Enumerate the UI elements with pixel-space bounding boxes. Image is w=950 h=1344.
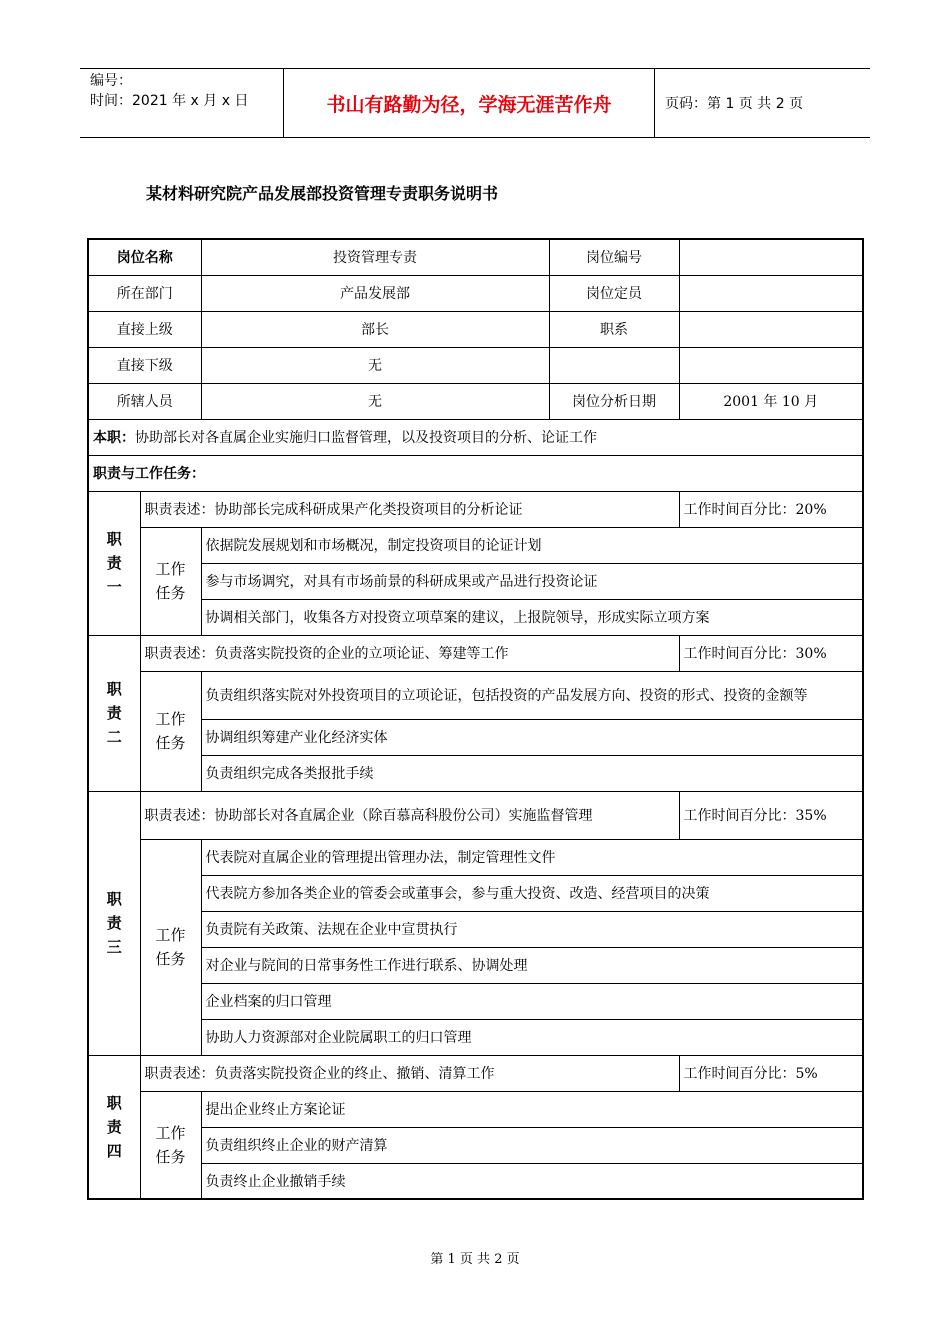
time-label: 时间：2021 年 x 月 x 日: [90, 93, 249, 109]
task-item: 代表院方参加各类企业的管委会或董事会，参与重大投资、改造、经营项目的决策: [201, 875, 863, 911]
duty-statement: 职责表述：协助部长完成科研成果产化类投资项目的分析论证: [140, 491, 679, 527]
superior: 部长: [201, 311, 549, 347]
task-item: 协助人力资源部对企业院属职工的归口管理: [201, 1019, 863, 1055]
duty-statement-row: [88, 791, 863, 839]
task-row: [88, 719, 863, 755]
task-item: 负责组织完成各类报批手续: [201, 755, 863, 791]
task-label: 工作 任务: [140, 671, 201, 791]
series: [679, 311, 863, 347]
task-row: [88, 1163, 863, 1199]
subordinate-label: 直接下级: [88, 347, 201, 383]
task-row: [88, 875, 863, 911]
task-row: [88, 563, 863, 599]
task-row: [88, 527, 863, 563]
page-footer: 第 1 页 共 2 页: [430, 1252, 520, 1267]
task-item: 负责院有关政策、法规在企业中宣贯执行: [201, 911, 863, 947]
duty-time-percent: 工作时间百分比：30%: [679, 635, 863, 671]
page-info: 页码：第 1 页 共 2 页: [665, 96, 804, 112]
core-duty-text: 协助部长对各直属企业实施归口监督管理，以及投资项目的分析、论证工作: [135, 430, 597, 446]
task-row: [88, 755, 863, 791]
task-label: 工作 任务: [140, 527, 201, 635]
info-row: [88, 275, 863, 311]
core-duty-row: [88, 419, 863, 455]
managed-label: 所辖人员: [88, 383, 201, 419]
task-item: 依据院发展规划和市场概况，制定投资项目的论证计划: [201, 527, 863, 563]
empty-cell: [679, 347, 863, 383]
task-row: [88, 671, 863, 719]
analysis-date: 2001 年 10 月: [679, 383, 863, 419]
task-row: [88, 947, 863, 983]
duty-statement: 职责表述：负责落实院投资企业的终止、撤销、清算工作: [140, 1055, 679, 1091]
staffing-label: 岗位定员: [549, 275, 679, 311]
position-code: [679, 239, 863, 275]
header-left: [80, 69, 283, 137]
department-label: 所在部门: [88, 275, 201, 311]
staffing: [679, 275, 863, 311]
duty-label: 职 责 二: [88, 635, 140, 791]
series-label: 职系: [549, 311, 679, 347]
task-item: 协调组织筹建产业化经济实体: [201, 719, 863, 755]
job-description-table: [87, 238, 864, 1200]
task-item: 负责组织落实院对外投资项目的立项论证，包括投资的产品发展方向、投资的形式、投资的金额等: [201, 671, 863, 719]
superior-label: 直接上级: [88, 311, 201, 347]
task-row: [88, 1019, 863, 1055]
info-row: [88, 383, 863, 419]
duty-label: 职 责 三: [88, 791, 140, 1055]
duties-heading-row: [88, 455, 863, 491]
task-row: [88, 599, 863, 635]
task-row: [88, 1091, 863, 1127]
duty-time-percent: 工作时间百分比：5%: [679, 1055, 863, 1091]
task-item: 代表院对直属企业的管理提出管理办法，制定管理性文件: [201, 839, 863, 875]
empty-cell: [549, 347, 679, 383]
document-title: 某材料研究院产品发展部投资管理专责职务说明书: [146, 184, 499, 203]
duties-heading: 职责与工作任务：: [88, 455, 863, 491]
task-item: 协调相关部门，收集各方对投资立项草案的建议，上报院领导，形成实际立项方案: [201, 599, 863, 635]
task-item: 负责组织终止企业的财产清算: [201, 1127, 863, 1163]
task-label: 工作 任务: [140, 1091, 201, 1199]
task-row: [88, 1127, 863, 1163]
task-label: 工作 任务: [140, 839, 201, 1055]
duty-statement: 职责表述：协助部长对各直属企业（除百慕高科股份公司）实施监督管理: [140, 791, 679, 839]
duty-label: 职 责 一: [88, 491, 140, 635]
department: 产品发展部: [201, 275, 549, 311]
managed: 无: [201, 383, 549, 419]
task-item: 企业档案的归口管理: [201, 983, 863, 1019]
duty-time-percent: 工作时间百分比：20%: [679, 491, 863, 527]
info-row: [88, 347, 863, 383]
position-code-label: 岗位编号: [549, 239, 679, 275]
position-name-label: 岗位名称: [88, 239, 201, 275]
info-row: [88, 311, 863, 347]
task-row: [88, 911, 863, 947]
subordinate: 无: [201, 347, 549, 383]
task-item: 负责终止企业撤销手续: [201, 1163, 863, 1199]
position-name: 投资管理专责: [201, 239, 549, 275]
task-item: 对企业与院间的日常事务性工作进行联系、协调处理: [201, 947, 863, 983]
task-item: 参与市场调究，对具有市场前景的科研成果或产品进行投资论证: [201, 563, 863, 599]
task-item: 提出企业终止方案论证: [201, 1091, 863, 1127]
duty-time-percent: 工作时间百分比：35%: [679, 791, 863, 839]
analysis-date-label: 岗位分析日期: [549, 383, 679, 419]
core-duty-label: 本职：: [93, 430, 135, 446]
code-label: 编号：: [90, 73, 132, 89]
page-header: [80, 68, 870, 138]
info-row: [88, 239, 863, 275]
duty-label: 职 责 四: [88, 1055, 140, 1199]
task-row: [88, 983, 863, 1019]
duty-statement: 职责表述：负责落实院投资的企业的立项论证、筹建等工作: [140, 635, 679, 671]
core-duty: [88, 419, 863, 455]
duty-statement-row: [88, 635, 863, 671]
motto: 书山有路勤为径，学海无涯苦作舟: [283, 69, 655, 137]
task-row: [88, 839, 863, 875]
duty-statement-row: [88, 1055, 863, 1091]
duty-statement-row: [88, 491, 863, 527]
